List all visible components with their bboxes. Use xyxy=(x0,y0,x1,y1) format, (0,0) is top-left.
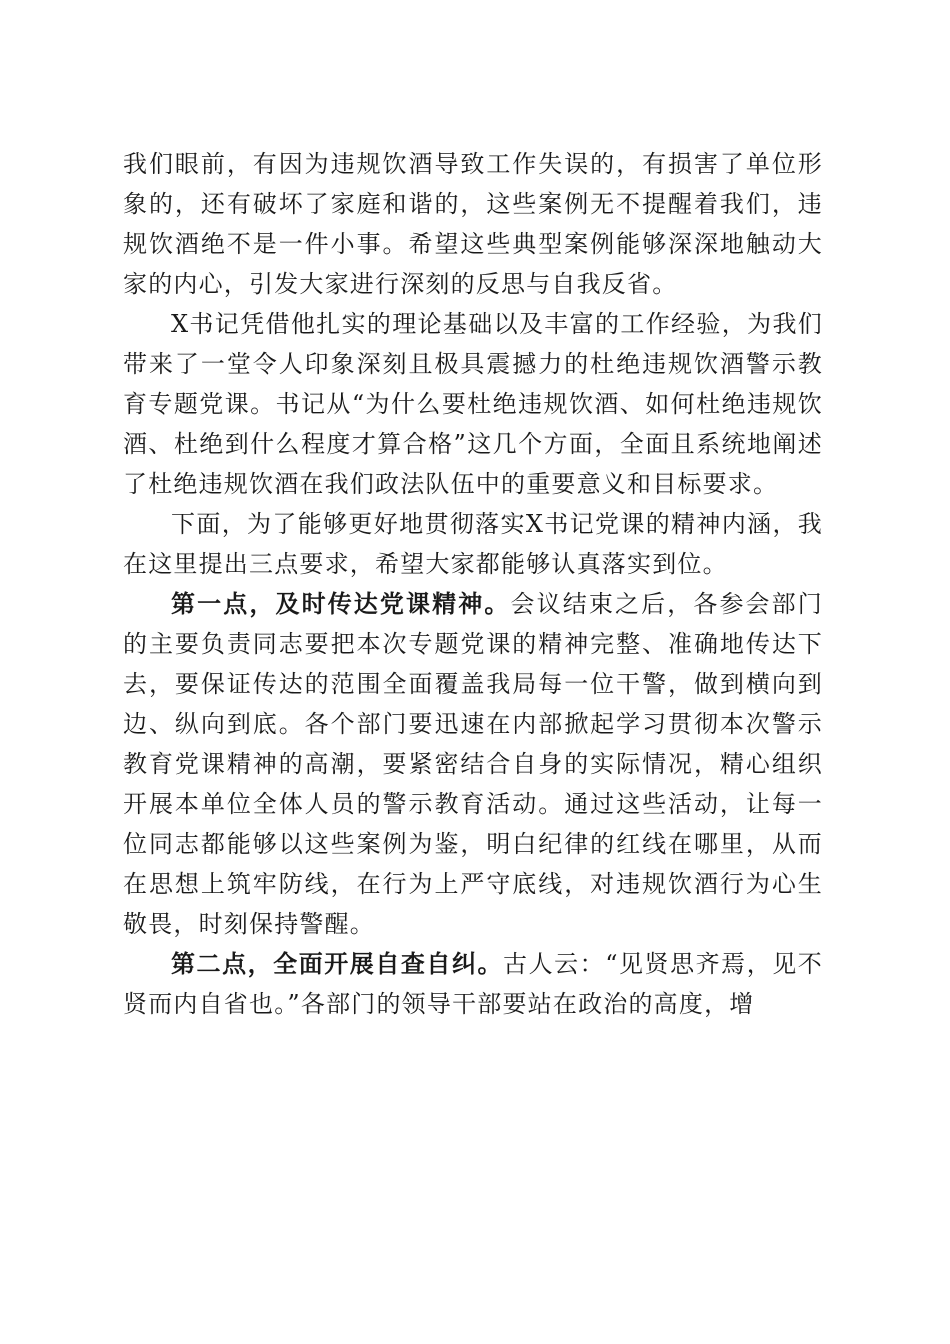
paragraph-2 xyxy=(123,304,823,504)
paragraph-3-text: 下面，为了能够更好地贯彻落实X书记党课的精神内涵，我在这里提出三点要求，希望大家都能够认真落实到位。 xyxy=(123,510,823,578)
paragraph-1-text: 我们眼前，有因为违规饮酒导致工作失误的，有损害了单位形象的，还有破坏了家庭和谐的，这些案例无不提醒着我们，违规饮酒绝不是一件小事。希望这些典型案例能够深深地触动大家的内心，引发大家进行深刻的反思与自我反省。 xyxy=(123,150,823,298)
document-page xyxy=(123,144,823,1024)
paragraph-5-text: 古人云：“见贤思齐焉，见不贤而内自省也。”各部门的领导干部要站在政治的高度，增 xyxy=(123,950,823,1018)
paragraph-4 xyxy=(123,584,823,944)
paragraph-3 xyxy=(123,504,823,584)
paragraph-5-lead: 第二点，全面开展自查自纠。 xyxy=(171,949,504,978)
paragraph-2-text: X书记凭借他扎实的理论基础以及丰富的工作经验，为我们带来了一堂令人印象深刻且极具震撼力的杜绝违规饮酒警示教育专题党课。书记从“为什么要杜绝违规饮酒、如何杜绝违规饮酒、杜绝到什么程度才算合格”这几个方面，全面且系统地阐述了杜绝违规饮酒在我们政法队伍中的重要意义和目标要求。 xyxy=(123,310,823,498)
paragraph-5 xyxy=(123,944,823,1024)
paragraph-4-text: 会议结束之后，各参会部门的主要负责同志要把本次专题党课的精神完整、准确地传达下去，要保证传达的范围全面覆盖我局每一位干警，做到横向到边、纵向到底。各个部门要迅速在内部掀起学习贯彻本次警示教育党课精神的高潮，要紧密结合自身的实际情况，精心组织开展本单位全体人员的警示教育活动。通过这些活动，让每一位同志都能够以这些案例为鉴，明白纪律的红线在哪里，从而在思想上筑牢防线，在行为上严守底线，对违规饮酒行为心生敬畏，时刻保持警醒。 xyxy=(123,590,823,938)
paragraph-1 xyxy=(123,144,823,304)
paragraph-4-lead: 第一点，及时传达党课精神。 xyxy=(171,589,511,618)
